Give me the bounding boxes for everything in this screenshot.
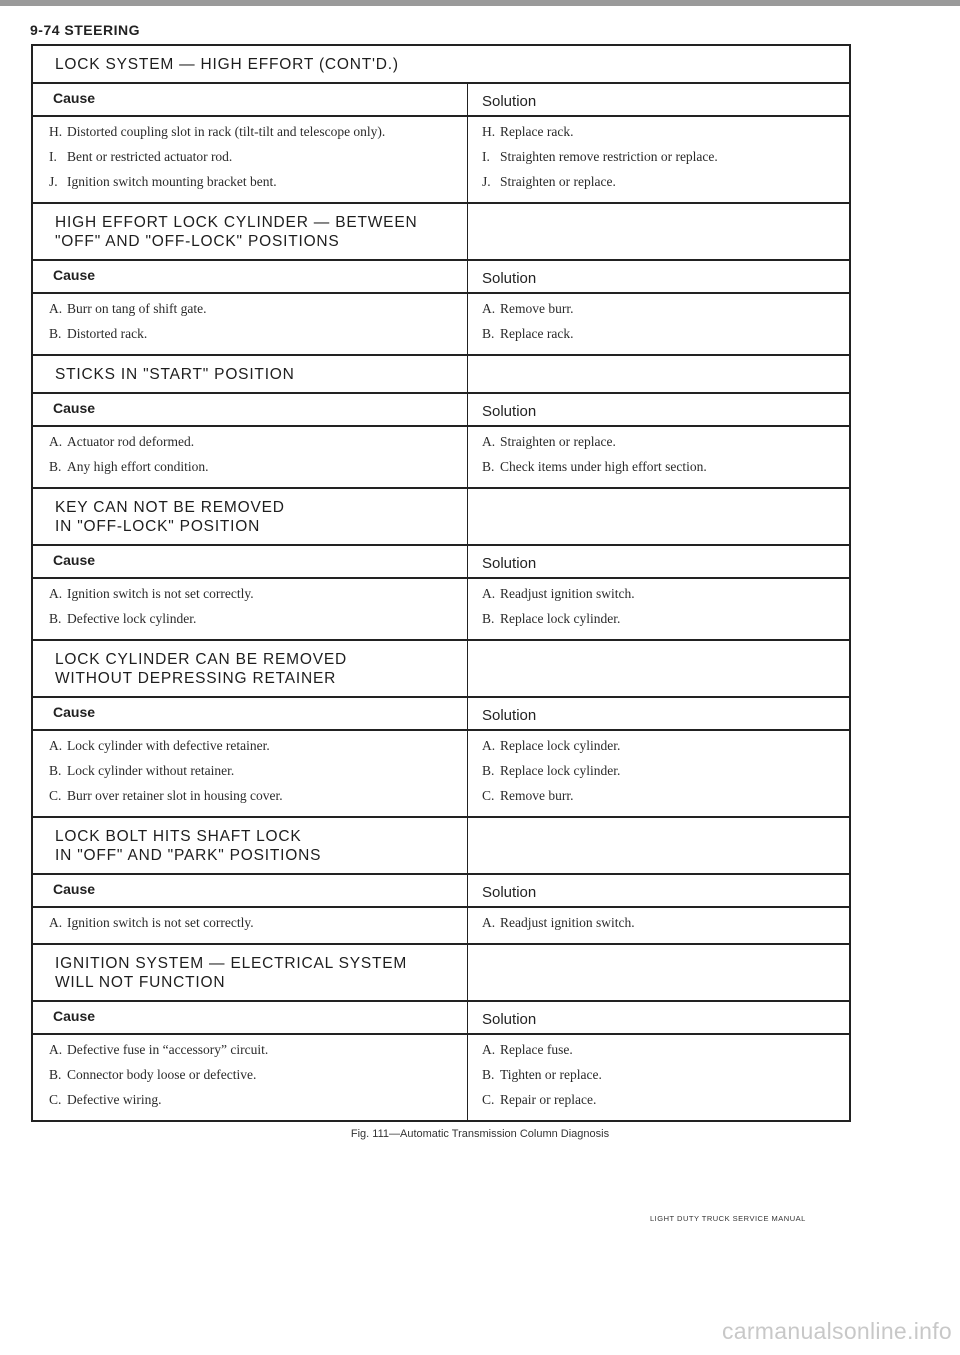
cause-item xyxy=(49,787,453,804)
solution-header: Solution xyxy=(482,1011,537,1028)
solution-item xyxy=(482,585,835,602)
cause-header: Cause xyxy=(53,704,96,720)
solution-header: Solution xyxy=(482,555,537,572)
solution-header: Solution xyxy=(482,270,537,287)
solution-item xyxy=(482,300,835,317)
items-row xyxy=(33,1033,849,1120)
solution-item-text: Straighten or replace. xyxy=(500,434,616,449)
cause-item xyxy=(49,762,453,779)
solution-list xyxy=(468,294,849,354)
solution-item xyxy=(482,148,835,165)
solution-item xyxy=(482,1041,835,1058)
cause-item xyxy=(49,610,453,627)
cause-item-letter: J. xyxy=(49,174,58,189)
cause-header: Cause xyxy=(53,552,96,568)
cause-item-letter: A. xyxy=(49,1042,63,1057)
solution-item-text: Replace fuse. xyxy=(500,1042,573,1057)
figure-caption: Fig. 111—Automatic Transmission Column Diagnosis xyxy=(350,1128,610,1140)
solution-header-cell xyxy=(468,546,849,577)
cause-header-cell xyxy=(33,84,468,115)
section-title: IGNITION SYSTEM — ELECTRICAL SYSTEM WILL NOT FUNCTION xyxy=(55,955,408,991)
cause-item-text: Defective wiring. xyxy=(67,1092,162,1107)
solution-header: Solution xyxy=(482,93,537,110)
solution-header-cell xyxy=(468,84,849,115)
cause-header: Cause xyxy=(53,1008,96,1024)
column-header-row xyxy=(33,82,849,115)
solution-list xyxy=(468,579,849,639)
cause-item-text: Lock cylinder with defective retainer. xyxy=(67,738,270,753)
solution-list xyxy=(468,427,849,487)
cause-item-letter: B. xyxy=(49,611,62,626)
section-title-row xyxy=(33,816,849,873)
cause-item xyxy=(49,433,453,450)
cause-item-letter: A. xyxy=(49,301,63,316)
section-title-blank xyxy=(468,641,849,696)
solution-item-letter: A. xyxy=(482,434,496,449)
cause-list xyxy=(33,579,468,639)
page-header: 9-74 STEERING xyxy=(30,22,140,38)
items-row xyxy=(33,729,849,816)
cause-item-letter: B. xyxy=(49,1067,62,1082)
solution-item xyxy=(482,1091,835,1108)
cause-item xyxy=(49,585,453,602)
section-title: STICKS IN "START" POSITION xyxy=(55,366,295,383)
column-header-row xyxy=(33,259,849,292)
solution-item-text: Replace lock cylinder. xyxy=(500,763,621,778)
cause-item xyxy=(49,737,453,754)
solution-item-text: Repair or replace. xyxy=(500,1092,597,1107)
solution-header-cell xyxy=(468,875,849,906)
solution-header: Solution xyxy=(482,707,537,724)
solution-item-letter: A. xyxy=(482,586,496,601)
cause-item xyxy=(49,914,453,931)
cause-list xyxy=(33,731,468,816)
cause-item-text: Lock cylinder without retainer. xyxy=(67,763,235,778)
cause-item-text: Ignition switch mounting bracket bent. xyxy=(67,174,277,189)
solution-item-text: Replace lock cylinder. xyxy=(500,611,621,626)
cause-item xyxy=(49,1066,453,1083)
cause-item-letter: H. xyxy=(49,124,63,139)
section-title-row xyxy=(33,639,849,696)
solution-item-letter: C. xyxy=(482,1092,495,1107)
solution-item-letter: B. xyxy=(482,326,495,341)
section-title-cell xyxy=(33,46,849,82)
section-title-cell xyxy=(33,641,468,696)
solution-header: Solution xyxy=(482,403,537,420)
cause-item-letter: B. xyxy=(49,459,62,474)
cause-item-letter: B. xyxy=(49,326,62,341)
solution-item-text: Replace rack. xyxy=(500,326,574,341)
cause-header-cell xyxy=(33,261,468,292)
items-row xyxy=(33,425,849,487)
items-row xyxy=(33,906,849,943)
cause-item-text: Defective fuse in “accessory” circuit. xyxy=(67,1042,269,1057)
cause-item-text: Burr on tang of shift gate. xyxy=(67,301,207,316)
cause-item-letter: I. xyxy=(49,149,57,164)
cause-item-text: Ignition switch is not set correctly. xyxy=(67,915,254,930)
cause-header-cell xyxy=(33,698,468,729)
solution-item-letter: J. xyxy=(482,174,491,189)
cause-item-text: Distorted rack. xyxy=(67,326,148,341)
column-header-row xyxy=(33,696,849,729)
solution-item xyxy=(482,458,835,475)
solution-item xyxy=(482,173,835,190)
section-title: LOCK BOLT HITS SHAFT LOCK IN "OFF" AND "PARK" POSITIONS xyxy=(55,828,322,864)
cause-item xyxy=(49,123,453,140)
solution-item-letter: C. xyxy=(482,788,495,803)
column-header-row xyxy=(33,392,849,425)
solution-list xyxy=(468,731,849,816)
items-row xyxy=(33,292,849,354)
cause-item-text: Ignition switch is not set correctly. xyxy=(67,586,254,601)
solution-list xyxy=(468,908,849,943)
solution-item-text: Replace lock cylinder. xyxy=(500,738,621,753)
solution-item-letter: A. xyxy=(482,1042,496,1057)
cause-header-cell xyxy=(33,1002,468,1033)
column-header-row xyxy=(33,873,849,906)
manual-footer: LIGHT DUTY TRUCK SERVICE MANUAL xyxy=(650,1214,806,1223)
solution-item-letter: A. xyxy=(482,915,496,930)
solution-item-text: Replace rack. xyxy=(500,124,574,139)
solution-item-text: Remove burr. xyxy=(500,301,574,316)
solution-item-text: Straighten remove restriction or replace. xyxy=(500,149,718,164)
cause-item xyxy=(49,1091,453,1108)
solution-item-text: Readjust ignition switch. xyxy=(500,586,635,601)
solution-item xyxy=(482,610,835,627)
section-title-row xyxy=(33,943,849,1000)
section-title-row xyxy=(33,354,849,392)
solution-list xyxy=(468,117,849,202)
solution-header-cell xyxy=(468,698,849,729)
solution-item xyxy=(482,325,835,342)
solution-header: Solution xyxy=(482,884,537,901)
solution-item-letter: B. xyxy=(482,763,495,778)
solution-item-text: Straighten or replace. xyxy=(500,174,616,189)
section-title-blank xyxy=(468,818,849,873)
column-header-row xyxy=(33,544,849,577)
solution-item xyxy=(482,1066,835,1083)
cause-item-letter: A. xyxy=(49,738,63,753)
cause-header: Cause xyxy=(53,881,96,897)
section-title-row xyxy=(33,46,849,82)
cause-item-letter: A. xyxy=(49,586,63,601)
cause-header-cell xyxy=(33,875,468,906)
solution-item-letter: I. xyxy=(482,149,490,164)
cause-header-cell xyxy=(33,546,468,577)
cause-item-text: Connector body loose or defective. xyxy=(67,1067,257,1082)
cause-item-letter: C. xyxy=(49,1092,62,1107)
watermark: carmanualsonline.info xyxy=(721,1318,952,1344)
section-title-cell xyxy=(33,818,468,873)
solution-item-letter: B. xyxy=(482,611,495,626)
cause-item-text: Any high effort condition. xyxy=(67,459,209,474)
column-header-row xyxy=(33,1000,849,1033)
solution-item-letter: A. xyxy=(482,301,496,316)
section-title: KEY CAN NOT BE REMOVED IN "OFF-LOCK" POSITION xyxy=(55,499,285,535)
cause-list xyxy=(33,427,468,487)
cause-header: Cause xyxy=(53,400,96,416)
cause-item xyxy=(49,173,453,190)
section-title-cell xyxy=(33,945,468,1000)
solution-item xyxy=(482,737,835,754)
cause-item-letter: A. xyxy=(49,915,63,930)
section-title-row xyxy=(33,487,849,544)
cause-item-text: Actuator rod deformed. xyxy=(67,434,195,449)
section-title-cell xyxy=(33,489,468,544)
solution-item-letter: B. xyxy=(482,459,495,474)
cause-item-letter: B. xyxy=(49,763,62,778)
items-row xyxy=(33,577,849,639)
cause-header: Cause xyxy=(53,90,96,106)
cause-list xyxy=(33,908,468,943)
cause-list xyxy=(33,117,468,202)
solution-item xyxy=(482,123,835,140)
solution-item-letter: B. xyxy=(482,1067,495,1082)
solution-header-cell xyxy=(468,261,849,292)
solution-item xyxy=(482,762,835,779)
cause-header-cell xyxy=(33,394,468,425)
cause-item-text: Burr over retainer slot in housing cover. xyxy=(67,788,283,803)
cause-list xyxy=(33,1035,468,1120)
solution-item xyxy=(482,787,835,804)
solution-list xyxy=(468,1035,849,1120)
section-title-blank xyxy=(468,489,849,544)
solution-item-text: Check items under high effort section. xyxy=(500,459,707,474)
cause-item-text: Distorted coupling slot in rack (tilt-tilt and telescope only). xyxy=(67,124,386,139)
solution-item-text: Tighten or replace. xyxy=(500,1067,602,1082)
solution-item-text: Readjust ignition switch. xyxy=(500,915,635,930)
section-title-blank xyxy=(468,945,849,1000)
cause-item-text: Defective lock cylinder. xyxy=(67,611,197,626)
solution-item xyxy=(482,914,835,931)
diagnosis-table xyxy=(31,44,851,1122)
section-title: LOCK CYLINDER CAN BE REMOVED WITHOUT DEPRESSING RETAINER xyxy=(55,651,347,687)
section-title-blank xyxy=(468,204,849,259)
section-title-cell xyxy=(33,204,468,259)
cause-item xyxy=(49,148,453,165)
top-rule xyxy=(0,0,960,6)
section-title-blank xyxy=(468,356,849,392)
cause-item xyxy=(49,300,453,317)
cause-item xyxy=(49,458,453,475)
solution-header-cell xyxy=(468,1002,849,1033)
cause-list xyxy=(33,294,468,354)
items-row xyxy=(33,115,849,202)
solution-item-letter: H. xyxy=(482,124,496,139)
cause-header: Cause xyxy=(53,267,96,283)
solution-item-letter: A. xyxy=(482,738,496,753)
cause-item xyxy=(49,325,453,342)
section-title: LOCK SYSTEM — HIGH EFFORT (CONT'D.) xyxy=(55,56,399,73)
section-title-cell xyxy=(33,356,468,392)
solution-header-cell xyxy=(468,394,849,425)
cause-item xyxy=(49,1041,453,1058)
section-title: HIGH EFFORT LOCK CYLINDER — BETWEEN "OFF" AND "OFF-LOCK" POSITIONS xyxy=(55,214,418,250)
solution-item xyxy=(482,433,835,450)
cause-item-letter: A. xyxy=(49,434,63,449)
section-title-row xyxy=(33,202,849,259)
cause-item-letter: C. xyxy=(49,788,62,803)
solution-item-text: Remove burr. xyxy=(500,788,574,803)
cause-item-text: Bent or restricted actuator rod. xyxy=(67,149,233,164)
